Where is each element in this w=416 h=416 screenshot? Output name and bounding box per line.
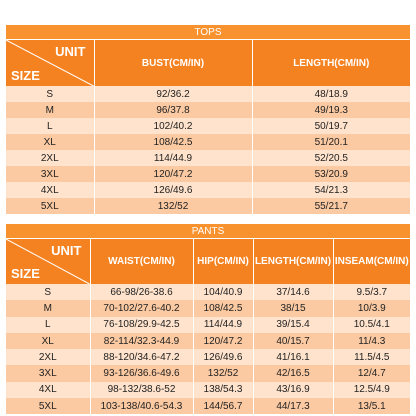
table-row bbox=[6, 382, 410, 398]
size-cell: 4XL bbox=[6, 182, 94, 198]
measurement-cell: 43/16.9 bbox=[253, 382, 333, 398]
measurement-cell: 50/19.7 bbox=[252, 118, 410, 134]
measurement-cell: 76-108/29.9-42.5 bbox=[90, 317, 193, 333]
table-row bbox=[6, 333, 410, 349]
table-row bbox=[6, 284, 410, 300]
table-row bbox=[6, 150, 410, 166]
measurement-cell: 38/15 bbox=[253, 300, 333, 316]
table-row bbox=[6, 317, 410, 333]
measurement-cell: 42/16.5 bbox=[253, 365, 333, 381]
table-row bbox=[6, 134, 410, 150]
tops-corner-cell bbox=[6, 40, 94, 87]
table-row bbox=[6, 300, 410, 316]
measurement-cell: 39/15.4 bbox=[253, 317, 333, 333]
size-cell: 4XL bbox=[6, 382, 90, 398]
tops-header-row bbox=[6, 40, 410, 87]
size-cell: L bbox=[6, 317, 90, 333]
table-row bbox=[6, 166, 410, 182]
table-row bbox=[6, 102, 410, 118]
pants-size-table bbox=[6, 224, 410, 414]
measurement-cell: 41/16.1 bbox=[253, 349, 333, 365]
table-row bbox=[6, 365, 410, 381]
size-cell: 2XL bbox=[6, 150, 94, 166]
pants-title: PANTS bbox=[6, 224, 410, 239]
measurement-cell: 12/4.7 bbox=[333, 365, 410, 381]
size-cell: 2XL bbox=[6, 349, 90, 365]
size-cell: L bbox=[6, 118, 94, 134]
measurement-cell: 92/36.2 bbox=[94, 86, 252, 102]
measurement-cell: 103-138/40.6-54.3 bbox=[90, 398, 193, 414]
unit-label: UNIT bbox=[51, 243, 82, 258]
size-cell: M bbox=[6, 300, 90, 316]
measurement-cell: 53/20.9 bbox=[252, 166, 410, 182]
column-header: LENGTH(CM/IN) bbox=[252, 40, 410, 87]
measurement-cell: 66-98/26-38.6 bbox=[90, 284, 193, 300]
measurement-cell: 13/5.1 bbox=[333, 398, 410, 414]
table-row bbox=[6, 198, 410, 214]
measurement-cell: 51/20.1 bbox=[252, 134, 410, 150]
unit-label: UNIT bbox=[55, 44, 86, 59]
measurement-cell: 108/42.5 bbox=[94, 134, 252, 150]
measurement-cell: 11.5/4.5 bbox=[333, 349, 410, 365]
measurement-cell: 120/47.2 bbox=[193, 333, 253, 349]
measurement-cell: 96/37.8 bbox=[94, 102, 252, 118]
table-row bbox=[6, 349, 410, 365]
measurement-cell: 144/56.7 bbox=[193, 398, 253, 414]
measurement-cell: 132/52 bbox=[94, 198, 252, 214]
tops-title: TOPS bbox=[6, 25, 410, 40]
measurement-cell: 102/40.2 bbox=[94, 118, 252, 134]
pants-title-row bbox=[6, 224, 410, 239]
column-header: LENGTH(CM/IN) bbox=[253, 239, 333, 285]
measurement-cell: 37/14.6 bbox=[253, 284, 333, 300]
tops-size-table bbox=[6, 25, 410, 214]
measurement-cell: 48/18.9 bbox=[252, 86, 410, 102]
measurement-cell: 40/15.7 bbox=[253, 333, 333, 349]
size-label: SIZE bbox=[11, 68, 40, 83]
column-header: HIP(CM/IN) bbox=[193, 239, 253, 285]
measurement-cell: 114/44.9 bbox=[94, 150, 252, 166]
measurement-cell: 54/21.3 bbox=[252, 182, 410, 198]
pants-header-row bbox=[6, 239, 410, 285]
size-cell: S bbox=[6, 86, 94, 102]
size-cell: 3XL bbox=[6, 365, 90, 381]
measurement-cell: 10.5/4.1 bbox=[333, 317, 410, 333]
tops-title-row bbox=[6, 25, 410, 40]
measurement-cell: 9.5/3.7 bbox=[333, 284, 410, 300]
size-cell: XL bbox=[6, 134, 94, 150]
measurement-cell: 126/49.6 bbox=[94, 182, 252, 198]
pants-corner-cell bbox=[6, 239, 90, 285]
measurement-cell: 55/21.7 bbox=[252, 198, 410, 214]
measurement-cell: 88-120/34.6-47.2 bbox=[90, 349, 193, 365]
column-header: BUST(CM/IN) bbox=[94, 40, 252, 87]
measurement-cell: 120/47.2 bbox=[94, 166, 252, 182]
column-header: INSEAM(CM/IN) bbox=[333, 239, 410, 285]
measurement-cell: 52/20.5 bbox=[252, 150, 410, 166]
table-row bbox=[6, 118, 410, 134]
measurement-cell: 10/3.9 bbox=[333, 300, 410, 316]
measurement-cell: 93-126/36.6-49.6 bbox=[90, 365, 193, 381]
measurement-cell: 108/42.5 bbox=[193, 300, 253, 316]
measurement-cell: 126/49.6 bbox=[193, 349, 253, 365]
table-row bbox=[6, 182, 410, 198]
table-row bbox=[6, 86, 410, 102]
measurement-cell: 138/54.3 bbox=[193, 382, 253, 398]
size-cell: XL bbox=[6, 333, 90, 349]
measurement-cell: 44/17.3 bbox=[253, 398, 333, 414]
measurement-cell: 114/44.9 bbox=[193, 317, 253, 333]
column-header: WAIST(CM/IN) bbox=[90, 239, 193, 285]
measurement-cell: 70-102/27.6-40.2 bbox=[90, 300, 193, 316]
measurement-cell: 104/40.9 bbox=[193, 284, 253, 300]
size-label: SIZE bbox=[11, 266, 40, 281]
table-row bbox=[6, 398, 410, 414]
size-cell: M bbox=[6, 102, 94, 118]
measurement-cell: 12.5/4.9 bbox=[333, 382, 410, 398]
measurement-cell: 132/52 bbox=[193, 365, 253, 381]
measurement-cell: 82-114/32.3-44.9 bbox=[90, 333, 193, 349]
measurement-cell: 98-132/38.6-52 bbox=[90, 382, 193, 398]
size-cell: S bbox=[6, 284, 90, 300]
size-cell: 3XL bbox=[6, 166, 94, 182]
size-cell: 5XL bbox=[6, 198, 94, 214]
measurement-cell: 11/4.3 bbox=[333, 333, 410, 349]
size-cell: 5XL bbox=[6, 398, 90, 414]
measurement-cell: 49/19.3 bbox=[252, 102, 410, 118]
